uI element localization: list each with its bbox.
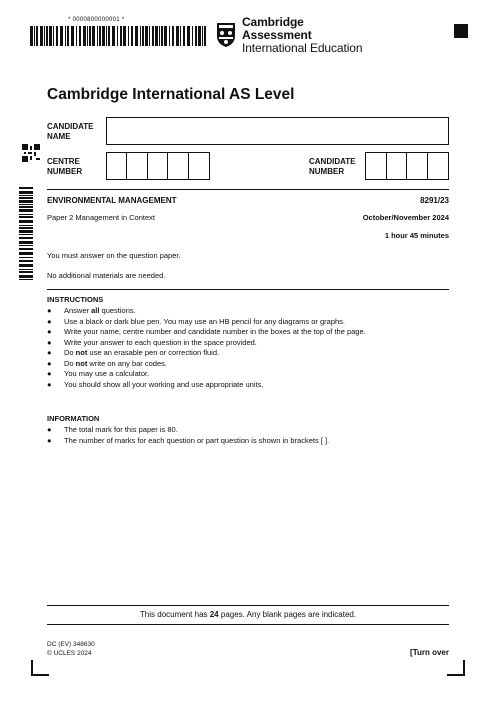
candidate-number-cell[interactable] <box>387 153 408 179</box>
barcode-bar <box>102 26 105 46</box>
instruction-text: Write your answer to each question in the space provided. <box>64 337 257 347</box>
barcode-bar <box>123 26 126 46</box>
barcode-bar <box>53 26 54 46</box>
centre-number-cell[interactable] <box>168 153 188 179</box>
bullet-icon: ● <box>47 316 52 326</box>
barcode-bar <box>187 26 190 46</box>
barcode-bar <box>87 26 88 46</box>
instruction-item <box>47 338 449 349</box>
barcode-bar <box>67 26 69 46</box>
information-heading: INFORMATION <box>47 414 100 423</box>
barcode-bar <box>172 26 174 46</box>
instruction-item <box>47 380 449 391</box>
instruction-text: Do <box>64 348 76 357</box>
barcode-bar <box>56 26 58 46</box>
bullet-icon: ● <box>47 358 52 368</box>
centre-number-label <box>47 157 82 177</box>
page-count-note <box>0 610 496 619</box>
barcode-bar <box>71 26 74 46</box>
information-text: The total mark for this paper is 80. <box>64 425 178 434</box>
paper-title: Paper 2 Management in Context <box>47 213 155 222</box>
candidate-number-label <box>309 157 356 177</box>
barcode-bar <box>40 26 43 46</box>
barcode-bar <box>152 26 154 46</box>
barcode-bar <box>155 26 158 46</box>
page-count-text: pages. Any blank pages are indicated. <box>218 610 357 619</box>
crop-mark <box>31 674 49 676</box>
instruction-item <box>47 359 449 370</box>
side-barcode-bar <box>19 241 33 244</box>
barcode-bar <box>149 26 150 46</box>
bullet-icon: ● <box>47 435 52 445</box>
exam-duration: 1 hour 45 minutes <box>384 231 449 240</box>
candidate-number-label-line1: CANDIDATE <box>309 157 356 166</box>
instruction-text: Answer <box>64 306 92 315</box>
barcode-bar <box>34 26 35 46</box>
logo-line-1: Cambridge Assessment <box>241 14 312 42</box>
exam-session: October/November 2024 <box>362 213 449 222</box>
barcode-bar <box>30 26 33 46</box>
centre-number-boxes[interactable] <box>106 152 210 180</box>
instruction-text: questions. <box>99 306 136 315</box>
page-count-text: This document has <box>139 610 210 619</box>
information-text: The number of marks for each question or part question is shown in brackets [ ]. <box>64 435 330 445</box>
copyright: © UCLES 2024 <box>47 650 92 657</box>
side-barcode-bar <box>19 206 33 208</box>
side-barcode-bar <box>19 252 33 255</box>
instruction-emphasis: all <box>91 306 100 315</box>
footer-divider-2 <box>47 624 449 625</box>
qr-code-icon <box>22 144 40 162</box>
barcode-bar <box>117 26 118 46</box>
barcode-bar <box>76 26 77 46</box>
barcode-bar <box>183 26 185 46</box>
side-barcode-bar <box>19 227 33 229</box>
instruction-emphasis: not <box>75 348 88 357</box>
candidate-number-label-line2: NUMBER <box>309 167 345 176</box>
side-barcode-bar <box>19 269 33 270</box>
materials-note-2: No additional materials are needed. <box>47 271 166 280</box>
barcode-bar <box>128 26 129 46</box>
candidate-number-cell[interactable] <box>366 153 387 179</box>
barcode-bar <box>202 26 203 46</box>
logo-line-2: International Education <box>241 40 363 55</box>
side-barcode-bar <box>19 248 33 250</box>
barcode-bar <box>106 26 107 46</box>
side-barcode-bar <box>19 197 33 199</box>
barcode-bar <box>89 26 91 46</box>
barcode-bar <box>108 26 110 46</box>
barcode-bar <box>120 26 122 46</box>
information-list <box>47 425 449 446</box>
instruction-item <box>47 348 449 359</box>
candidate-number-cell[interactable] <box>428 153 448 179</box>
candidate-name-label-line2: NAME <box>47 132 71 141</box>
side-barcode-bar <box>19 204 33 205</box>
side-barcode-bar <box>19 187 33 189</box>
bullet-icon: ● <box>47 306 52 315</box>
side-barcode-bar <box>19 214 33 215</box>
side-barcode-bar <box>19 216 33 218</box>
barcode-bar <box>65 26 66 46</box>
cambridge-logo <box>216 14 376 55</box>
barcode-bar <box>79 26 81 46</box>
barcode-bar <box>159 26 160 46</box>
barcode-bar <box>112 26 115 46</box>
side-barcode-bar <box>19 220 33 223</box>
centre-number-cell[interactable] <box>107 153 127 179</box>
header-divider <box>47 189 449 190</box>
footer-divider <box>47 605 449 606</box>
barcode-bar <box>140 26 141 46</box>
instructions-divider <box>47 289 449 290</box>
barcode-bar <box>164 26 167 46</box>
bullet-icon: ● <box>47 369 52 378</box>
barcode-bar <box>198 26 201 46</box>
instructions-list <box>47 306 449 390</box>
barcode-bar <box>180 26 181 46</box>
instruction-text: use an erasable pen or correction fluid. <box>87 348 220 357</box>
bullet-icon: ● <box>47 348 52 357</box>
centre-number-label-line2: NUMBER <box>47 167 83 176</box>
barcode-bar <box>46 26 48 46</box>
bullet-icon: ● <box>47 327 52 336</box>
barcode-bar <box>131 26 133 46</box>
centre-number-cell[interactable] <box>189 153 209 179</box>
side-barcode-bar <box>19 230 33 233</box>
instruction-text: You should show all your working and use appropriate units. <box>64 379 264 389</box>
candidate-name-box[interactable] <box>106 117 449 145</box>
instruction-text: Write your name, centre number and candidate number in the boxes at the top of the page. <box>64 327 366 336</box>
barcode-bar <box>142 26 144 46</box>
side-barcode-bar <box>19 257 33 258</box>
instruction-text: write on any bar codes. <box>87 358 167 368</box>
side-barcode-bar <box>19 237 33 239</box>
barcode-bar <box>135 26 138 46</box>
barcode-bar <box>60 26 63 46</box>
instruction-emphasis: not <box>75 358 88 368</box>
page-count-number: 24 <box>209 610 219 619</box>
centre-number-label-line1: CENTRE <box>47 157 80 166</box>
subject-name: ENVIRONMENTAL MANAGEMENT <box>47 196 177 205</box>
top-barcode <box>30 26 210 46</box>
barcode-bar <box>36 26 38 46</box>
barcode-bar <box>92 26 95 46</box>
information-item <box>47 436 449 447</box>
barcode-bar <box>97 26 98 46</box>
candidate-number-boxes[interactable] <box>365 152 449 180</box>
side-barcode-bar <box>19 271 33 273</box>
barcode-bar <box>145 26 148 46</box>
materials-note-1: You must answer on the question paper. <box>47 251 181 260</box>
side-barcode-bar <box>19 260 33 262</box>
barcode-number: * 0000800000001 * <box>68 17 125 23</box>
bullet-icon: ● <box>47 337 52 347</box>
side-barcode <box>19 187 33 282</box>
candidate-name-label-line1: CANDIDATE <box>47 122 94 131</box>
instruction-text: Use a black or dark blue pen. You may use an HB pencil for any diagrams or graphs. <box>64 316 345 326</box>
instruction-item <box>47 306 449 317</box>
subject-code: 8291/23 <box>420 196 449 205</box>
barcode-bar <box>176 26 179 46</box>
side-barcode-bar <box>19 275 33 278</box>
bullet-icon: ● <box>47 425 52 434</box>
turn-over: [Turn over <box>410 648 449 657</box>
centre-number-cell[interactable] <box>148 153 168 179</box>
information-item <box>47 425 449 436</box>
crop-mark <box>447 674 465 676</box>
registration-mark <box>454 24 468 38</box>
candidate-number-cell[interactable] <box>407 153 428 179</box>
side-barcode-bar <box>19 191 33 194</box>
side-barcode-bar <box>19 264 33 267</box>
side-barcode-bar <box>19 245 33 246</box>
side-barcode-bar <box>19 225 33 226</box>
barcode-bar <box>83 26 86 46</box>
side-barcode-bar <box>19 209 33 212</box>
barcode-bar <box>204 26 206 46</box>
bullet-icon: ● <box>47 379 52 389</box>
side-barcode-bar <box>19 279 33 280</box>
instruction-item <box>47 317 449 328</box>
side-barcode-bar <box>19 200 33 203</box>
barcode-bar <box>44 26 45 46</box>
side-barcode-bar <box>19 195 33 196</box>
cambridge-shield-icon <box>216 22 236 48</box>
document-code: DC (EV) 348630 <box>47 641 95 648</box>
qualification-title: Cambridge International AS Level <box>47 86 295 103</box>
candidate-name-label <box>47 122 94 142</box>
barcode-bar <box>161 26 163 46</box>
instruction-item <box>47 369 449 380</box>
instruction-text: You may use a calculator. <box>64 369 150 378</box>
barcode-bar <box>195 26 197 46</box>
side-barcode-bar <box>19 234 33 235</box>
instruction-text: Do <box>64 358 76 368</box>
centre-number-cell[interactable] <box>127 153 147 179</box>
barcode-bar <box>99 26 101 46</box>
instruction-item <box>47 327 449 338</box>
barcode-bar <box>169 26 170 46</box>
instructions-heading: INSTRUCTIONS <box>47 295 104 304</box>
barcode-bar <box>49 26 52 46</box>
barcode-bar <box>192 26 193 46</box>
